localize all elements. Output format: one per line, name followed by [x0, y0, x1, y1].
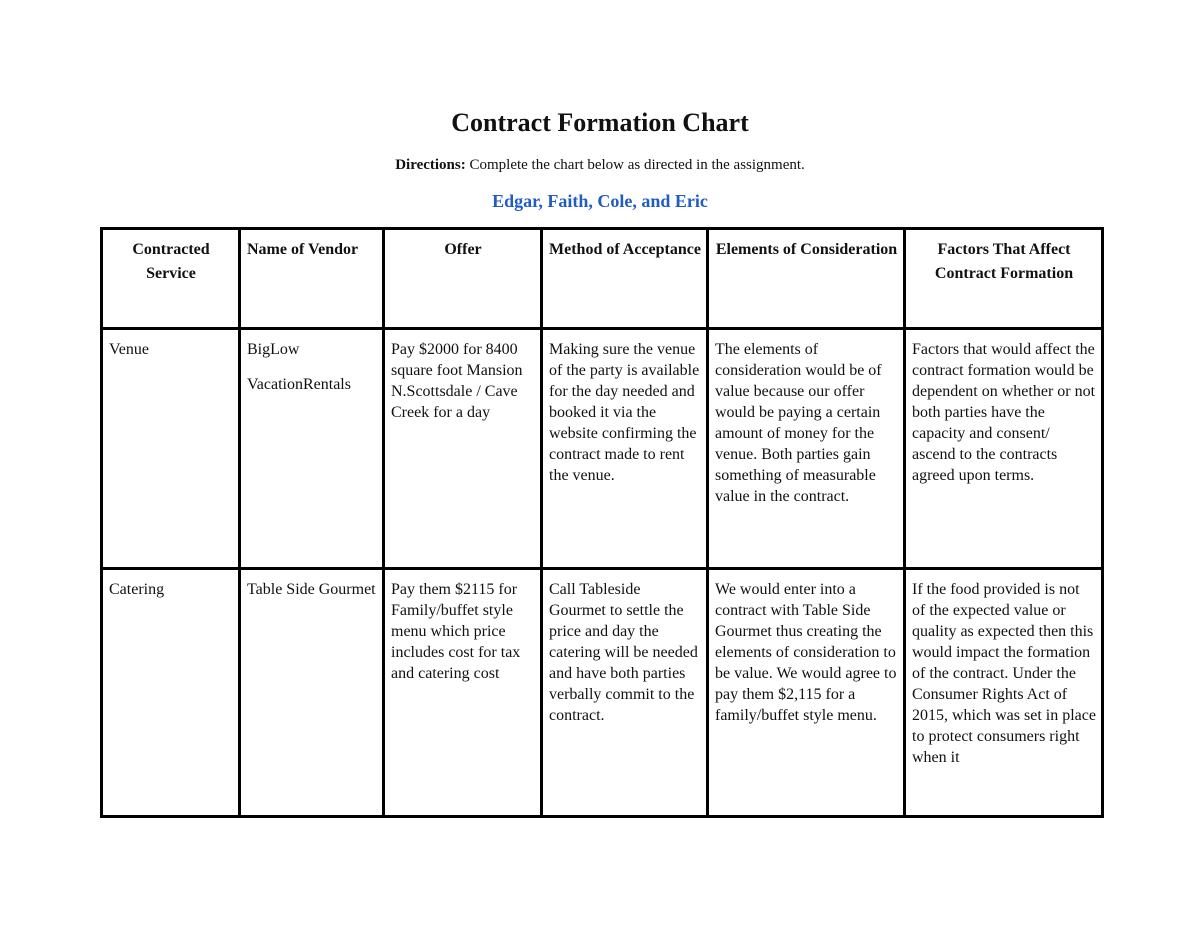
service-cell: Venue [102, 329, 240, 569]
factors-cell: Factors that would affect the contract formation would be dependent on whether or not both parties have the capacity and consent/ ascend to the contracts agreed upon terms. [905, 329, 1103, 569]
consideration-cell: We would enter into a contract with Table Side Gourmet thus creating the elements of consideration to be value. We would agree to pay them $2,115 for a family/buffet style menu. [708, 569, 905, 817]
contract-formation-table [100, 227, 1104, 818]
offer-cell: Pay them $2115 for Family/buffet style menu which price includes cost for tax and catering cost [384, 569, 542, 817]
document-title: Contract Formation Chart [451, 108, 749, 137]
header-elements-of-consideration: Elements of Consideration [708, 229, 905, 329]
directions-line [0, 157, 1200, 174]
header-contracted-service: Contracted Service [102, 229, 240, 329]
table-header-row [102, 229, 1103, 329]
vendor-cell [240, 329, 384, 569]
authors-line: Edgar, Faith, Cole, and Eric [492, 191, 708, 211]
acceptance-cell: Making sure the venue of the party is available for the day needed and booked it via the website confirming the contract made to rent the venue. [542, 329, 708, 569]
consideration-cell: The elements of consideration would be of value because our offer would be paying a certain amount of money for the venue. Both parties gain something of measurable value in the contract. [708, 329, 905, 569]
table-row [102, 329, 1103, 569]
vendor-name: BigLow [247, 341, 300, 358]
service-cell: Catering [102, 569, 240, 817]
header-method-of-acceptance: Method of Acceptance [542, 229, 708, 329]
vendor-cell: Table Side Gourmet [240, 569, 384, 817]
header-name-of-vendor: Name of Vendor [240, 229, 384, 329]
vendor-name-continued: VacationRentals [247, 376, 351, 393]
factors-cell: If the food provided is not of the expected value or quality as expected then this would impact the formation of the contract. Under the Consumer Rights Act of 2015, which was set in place to protect consumers right when it [905, 569, 1103, 817]
directions-label: Directions: [395, 157, 466, 173]
header-factors-affect-formation: Factors That Affect Contract Formation [905, 229, 1103, 329]
header-offer: Offer [384, 229, 542, 329]
table-row [102, 569, 1103, 817]
directions-text: Complete the chart below as directed in the assignment. [469, 157, 805, 173]
acceptance-cell: Call Tableside Gourmet to settle the price and day the catering will be needed and have both parties verbally commit to the contract. [542, 569, 708, 817]
offer-cell: Pay $2000 for 8400 square foot Mansion N.Scottsdale / Cave Creek for a day [384, 329, 542, 569]
